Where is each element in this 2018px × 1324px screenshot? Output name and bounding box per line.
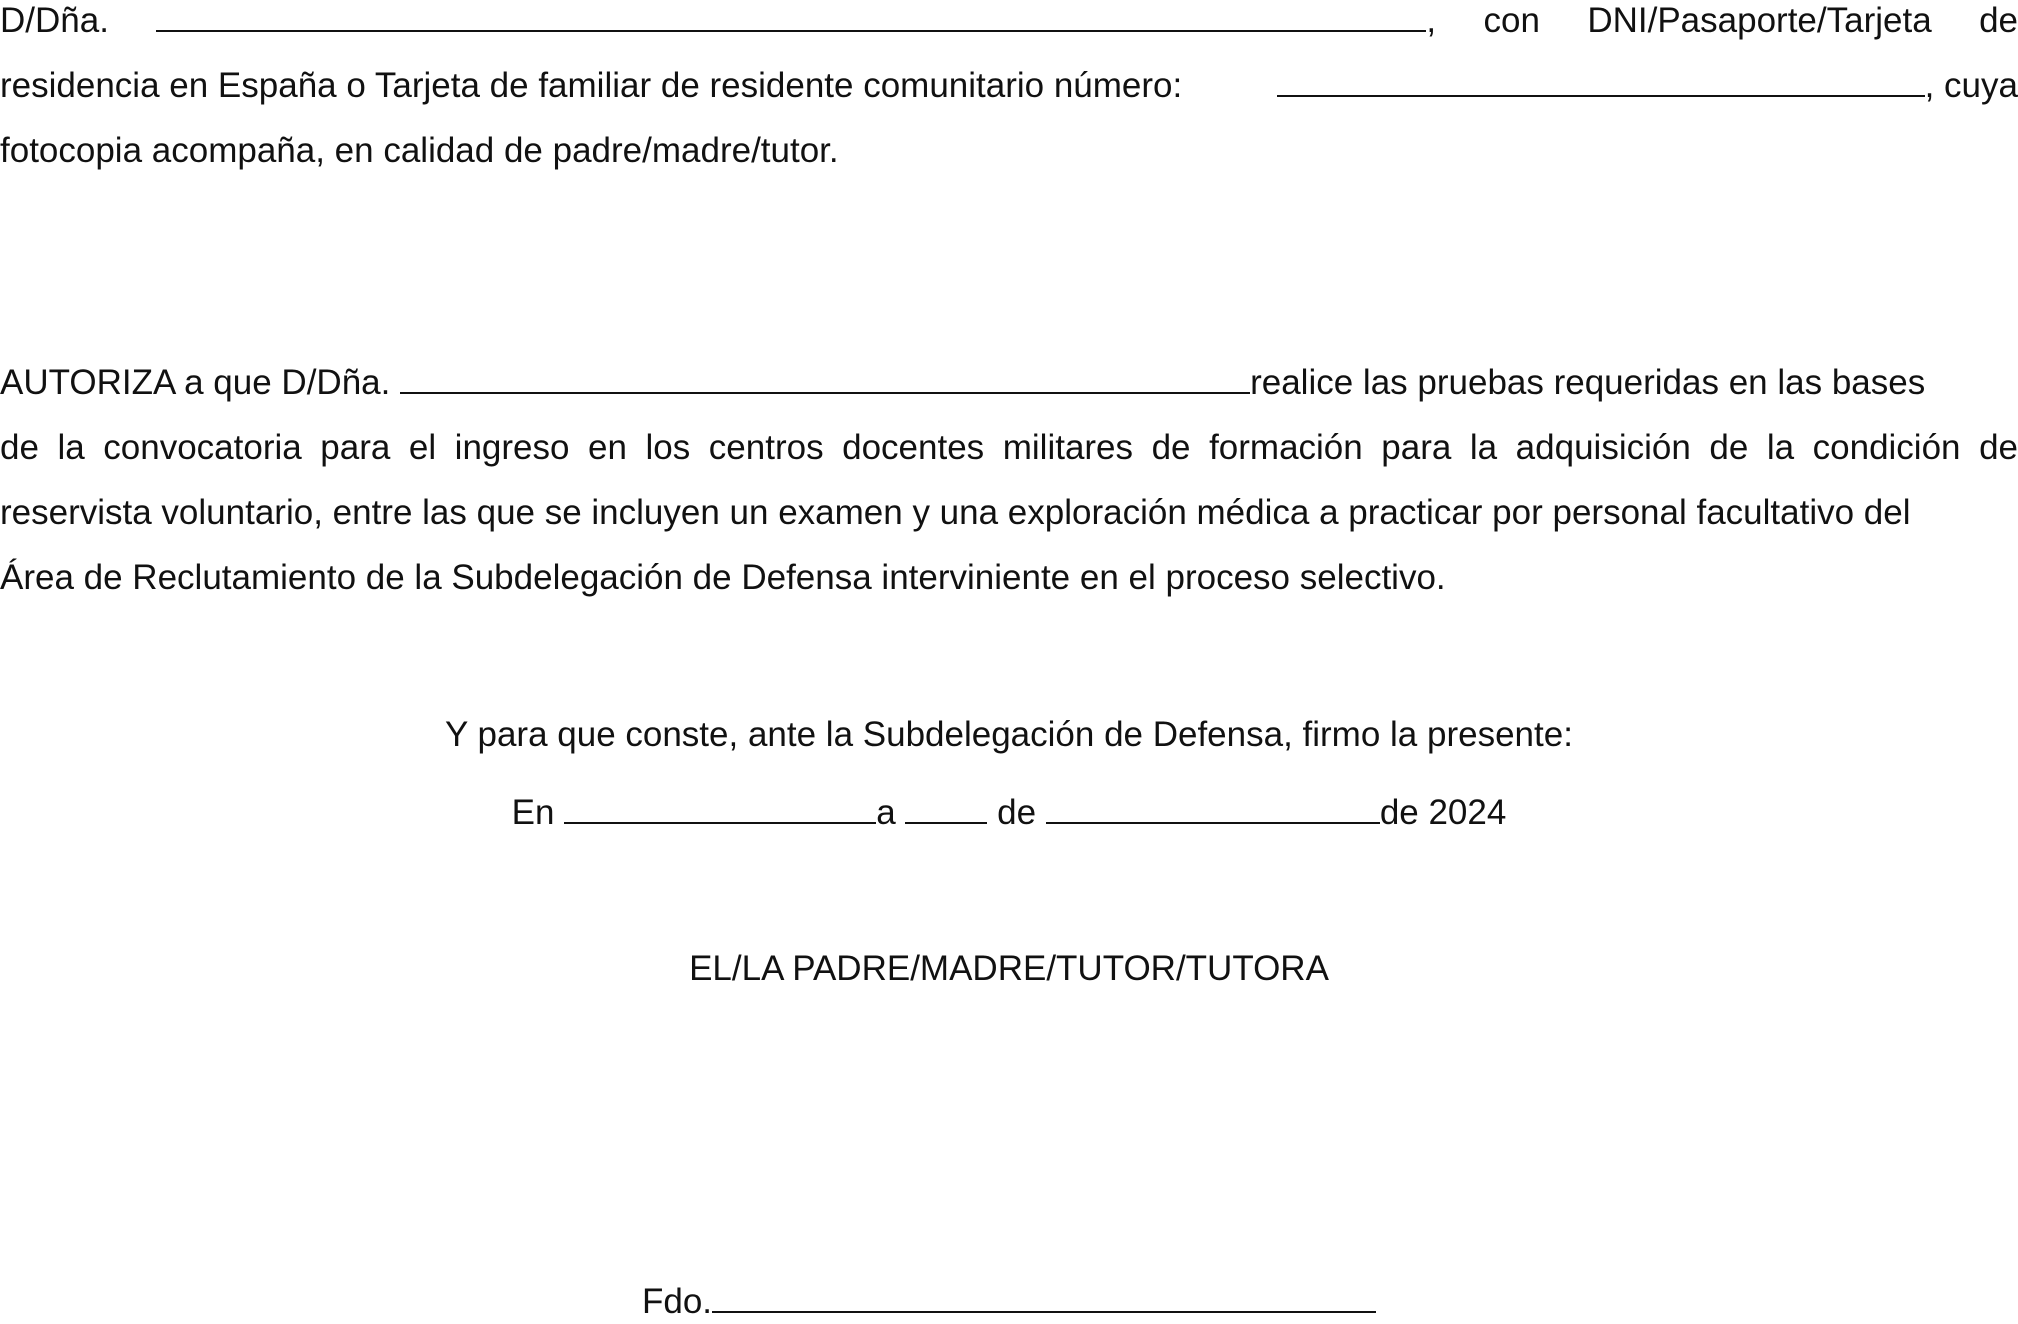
authorization-line-3: reservista voluntario, entre las que se incluyen un examen y una exploración médica a practicar por personal facultativo del — [0, 493, 1911, 532]
guardian-identification-paragraph — [0, 0, 2018, 183]
cuya-word: , cuya — [1924, 66, 2018, 105]
id-number-blank[interactable] — [1277, 69, 1925, 97]
guardian-line-2 — [0, 53, 2018, 118]
residence-text: residencia en España o Tarjeta de familiar de residente comunitario número: — [0, 66, 1183, 105]
candidate-name-blank[interactable] — [400, 366, 1250, 394]
id-number-wrap — [1277, 53, 2018, 118]
place-blank[interactable] — [564, 796, 876, 824]
guardian-line-3: fotocopia acompaña, en calidad de padre/madre/tutor. — [0, 131, 839, 170]
fdo-label: Fdo. — [641, 1282, 713, 1321]
closing-statement: Y para que conste, ante la Subdelegación de Defensa, firmo la presente: — [445, 715, 1573, 754]
en-label: En — [511, 793, 555, 832]
authorization-line-2: de la convocatoria para el ingreso en los centros docentes militares de formación para la adquisición de la condición de — [0, 428, 2018, 467]
autoriza-wrap — [0, 350, 1925, 415]
signature-line — [0, 1279, 2018, 1324]
comma: , — [1426, 1, 1437, 40]
guardian-line-1 — [0, 0, 2018, 53]
id-type-label: DNI/Pasaporte/Tarjeta — [1587, 1, 1932, 40]
realice-text: realice las pruebas requeridas en las bases — [1250, 363, 1926, 402]
authorization-line-1 — [0, 350, 2018, 415]
a-label: a — [876, 793, 896, 832]
signature-blank[interactable] — [712, 1285, 1376, 1313]
month-blank[interactable] — [1046, 796, 1380, 824]
year-label: de 2024 — [1379, 793, 1507, 832]
day-blank[interactable] — [905, 796, 987, 824]
authorization-line-4: Área de Reclutamiento de la Subdelegación de Defensa interviniente en el proceso selectivo. — [0, 558, 1446, 597]
con-word: con — [1483, 1, 1540, 40]
guardian-name-blank-wrap — [156, 0, 1436, 53]
ddna-label: D/Dña. — [0, 1, 109, 40]
authorization-paragraph — [0, 350, 2018, 610]
guardian-name-blank[interactable] — [156, 4, 1426, 32]
role-title: EL/LA PADRE/MADRE/TUTOR/TUTORA — [689, 949, 1329, 988]
de-label: de — [997, 793, 1037, 832]
de-word: de — [1979, 1, 2018, 40]
date-line — [0, 790, 2018, 835]
autoriza-text: AUTORIZA a que D/Dña. — [0, 363, 391, 402]
